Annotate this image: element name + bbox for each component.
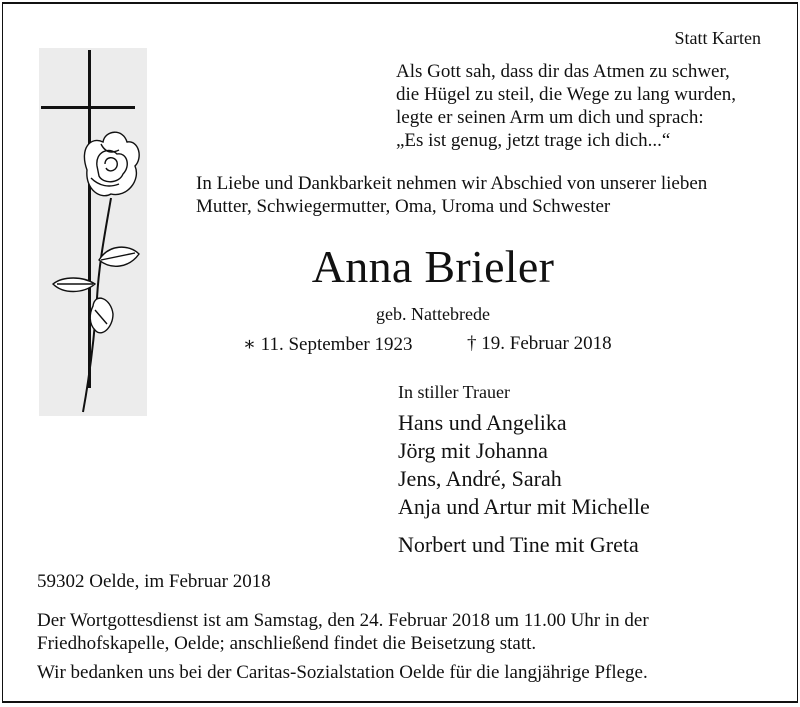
- cross-rose-icon: [39, 48, 147, 416]
- death-date: † 19. Februar 2018: [467, 333, 612, 354]
- mourner: Norbert und Tine mit Greta: [398, 532, 639, 557]
- service-line: Der Wortgottesdienst ist am Samstag, den 24. Februar 2018 um 11.00 Uhr in der: [37, 610, 649, 631]
- poem-line: „Es ist genug, jetzt trage ich dich...“: [396, 130, 671, 151]
- mourner: Jens, André, Sarah: [398, 466, 562, 491]
- poem: [396, 60, 736, 152]
- thanks-note: Wir bedanken uns bei der Caritas-Sozialstation Oelde für die langjährige Pflege.: [37, 662, 648, 683]
- poem-line: Als Gott sah, dass dir das Atmen zu schwer,: [396, 61, 730, 82]
- obituary-notice: [2, 2, 798, 703]
- intro-text: [196, 172, 707, 218]
- maiden-name: geb. Nattebrede: [376, 304, 490, 324]
- mourners-list: [398, 409, 650, 559]
- service-info: [37, 609, 649, 655]
- poem-line: die Hügel zu steil, die Wege zu lang wurden,: [396, 84, 737, 105]
- mourner: Hans und Angelika: [398, 410, 567, 435]
- statt-karten-label: Statt Karten: [674, 28, 761, 48]
- service-line: Friedhofskapelle, Oelde; anschließend findet die Beisetzung statt.: [37, 633, 537, 654]
- intro-line: In Liebe und Dankbarkeit nehmen wir Abschied von unserer lieben: [196, 173, 708, 194]
- mourner: Anja und Artur mit Michelle: [398, 494, 650, 519]
- birth-date: ∗ 11. September 1923: [243, 334, 413, 355]
- poem-line: legte er seinen Arm um dich und sprach:: [396, 107, 704, 128]
- intro-line: Mutter, Schwiegermutter, Oma, Uroma und Schwester: [196, 196, 611, 217]
- mourner: Jörg mit Johanna: [398, 438, 548, 463]
- place-date: 59302 Oelde, im Februar 2018: [37, 571, 271, 592]
- mourners-heading: In stiller Trauer: [398, 382, 510, 402]
- deceased-name: Anna Brieler: [311, 241, 555, 292]
